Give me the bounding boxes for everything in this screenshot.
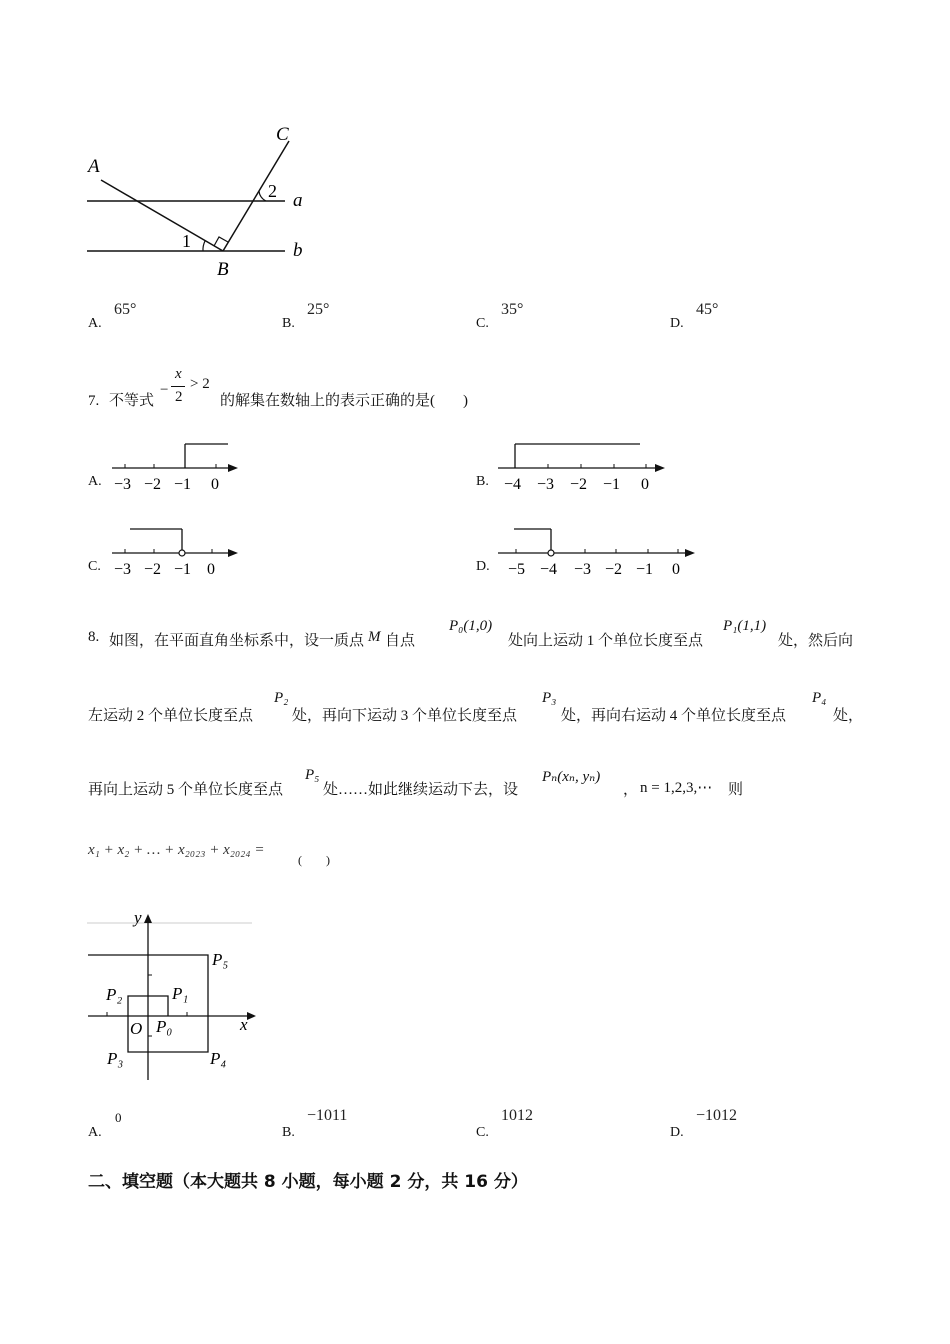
y-axis-arrow	[144, 914, 152, 923]
option-value: 65°	[114, 301, 137, 318]
q8-line1-a: 如图，在平面直角坐标系中，设一质点	[109, 633, 365, 649]
tick-label: −2	[570, 476, 588, 493]
q8-p2: P₂	[274, 690, 289, 706]
q7-text-after-span: 的解集在数轴上的表示正确的是(	[220, 393, 435, 409]
label-2: 2	[268, 181, 277, 201]
q7-text-after	[220, 389, 468, 410]
label-1: 1	[182, 231, 191, 251]
right-angle-mark	[214, 237, 228, 246]
q8-p3: P₃	[542, 690, 557, 706]
option-letter: D.	[670, 316, 684, 331]
label-a: a	[293, 190, 303, 211]
question-number: 7.	[88, 393, 100, 409]
tick-label: −2	[144, 476, 162, 493]
tick-label: 0	[641, 476, 649, 493]
option-letter: B.	[476, 474, 489, 489]
q8-p4: P₄	[812, 690, 827, 706]
q6-figure	[80, 118, 330, 288]
number-line-a	[108, 436, 248, 494]
tick-label: −4	[504, 476, 522, 493]
q8-pn: Pₙ(xₙ, yₙ)	[542, 769, 601, 785]
q8-line2-b: 处，再向下运动 3 个单位长度至点	[292, 708, 518, 724]
tick-label: −4	[540, 561, 558, 578]
q8-p0: P₀(1,0)	[449, 618, 493, 634]
tick-label: −2	[605, 561, 623, 578]
number-line-b	[494, 436, 674, 494]
option-value: −1012	[696, 1107, 738, 1124]
q8-answer-blank: ( )	[298, 853, 330, 867]
option-value: 0	[115, 1110, 122, 1125]
option-letter: A.	[88, 316, 102, 331]
section-heading: 二、填空题（本大题共 8 小题，每小题 2 分，共 16 分）	[88, 1172, 528, 1192]
q8-line1-d: 处，然后向	[778, 633, 854, 649]
q8-line3-c: ，	[623, 782, 639, 798]
tick-label: −3	[537, 476, 555, 493]
q8-line2-d: 处，	[833, 708, 864, 724]
option-value: 45°	[696, 301, 719, 318]
x-axis-arrow	[247, 1012, 256, 1020]
question-number: 8.	[88, 629, 100, 645]
number-line-c	[108, 521, 248, 579]
label-B: B	[217, 259, 229, 280]
tick-label: −3	[114, 476, 132, 493]
tick-label: −3	[114, 561, 132, 578]
q8-sum-expression: x₁ + x₂ + … + x₂₀₂₃ + x₂₀₂₄ =	[88, 842, 265, 858]
option-letter: B.	[282, 1125, 295, 1140]
tick-label: −2	[144, 561, 162, 578]
option-letter: C.	[476, 1125, 489, 1140]
q8-line3-b: 处……如此继续运动下去，设	[323, 782, 519, 798]
label-P4: P₄	[210, 1049, 227, 1068]
option-letter: D.	[670, 1125, 684, 1140]
label-b: b	[293, 240, 303, 261]
label-y: y	[134, 908, 142, 927]
label-P1: P₁	[172, 984, 189, 1003]
label-x: x	[240, 1015, 248, 1034]
tick-label: −1	[174, 476, 192, 493]
q8-line1-b: 自点	[385, 633, 416, 649]
inequality-rhs: > 2	[190, 376, 210, 392]
q7-stem	[88, 389, 154, 410]
option-letter: D.	[476, 559, 490, 574]
q7-text-before: 不等式	[109, 393, 155, 409]
tick-label: 0	[672, 561, 680, 578]
q8-p1: P₁(1,1)	[723, 618, 767, 634]
ray-bc	[223, 141, 289, 251]
label-P3: P₃	[107, 1049, 124, 1068]
q8-point-m: M	[368, 629, 381, 645]
tick-label: −1	[636, 561, 654, 578]
q8-figure	[82, 908, 272, 1088]
q8-line3-d: 则	[728, 782, 744, 798]
label-O: O	[130, 1019, 143, 1038]
label-A: A	[88, 156, 100, 177]
option-value: −1011	[307, 1107, 348, 1124]
label-C: C	[276, 124, 289, 145]
option-value: 1012	[501, 1107, 533, 1124]
option-letter: B.	[282, 316, 295, 331]
number-line-d	[494, 521, 704, 579]
q7-inequality: − x 2 > 2	[160, 366, 210, 405]
q7-paren-close: )	[463, 393, 468, 409]
option-value: 25°	[307, 301, 330, 318]
option-letter: C.	[476, 316, 489, 331]
label-P0: P₀	[156, 1017, 173, 1036]
ray-ba	[101, 180, 223, 251]
tick-label: −5	[508, 561, 526, 578]
q8-line1-c: 处向上运动 1 个单位长度至点	[508, 633, 704, 649]
option-value: 35°	[501, 301, 524, 318]
q8-n-range: n = 1,2,3,⋯	[640, 780, 713, 796]
angle-1-arc	[203, 241, 205, 251]
fraction-denominator: 2	[175, 389, 183, 405]
label-P2: P₂	[106, 985, 123, 1004]
q8-line2-a: 左运动 2 个单位长度至点	[88, 708, 254, 724]
tick-label: −3	[574, 561, 592, 578]
option-letter: C.	[88, 559, 101, 574]
q8-p5: P₅	[305, 767, 320, 783]
option-letter: A.	[88, 1125, 102, 1140]
q8-line3-a: 再向上运动 5 个单位长度至点	[88, 782, 284, 798]
option-letter: A.	[88, 474, 102, 489]
tick-label: 0	[207, 561, 215, 578]
tick-label: −1	[174, 561, 192, 578]
tick-label: 0	[211, 476, 219, 493]
fraction-numerator: x	[175, 366, 182, 382]
q8-line2-c: 处，再向右运动 4 个单位长度至点	[561, 708, 787, 724]
tick-label: −1	[603, 476, 621, 493]
angle-2-arc	[259, 191, 266, 201]
label-P5: P₅	[212, 950, 229, 969]
